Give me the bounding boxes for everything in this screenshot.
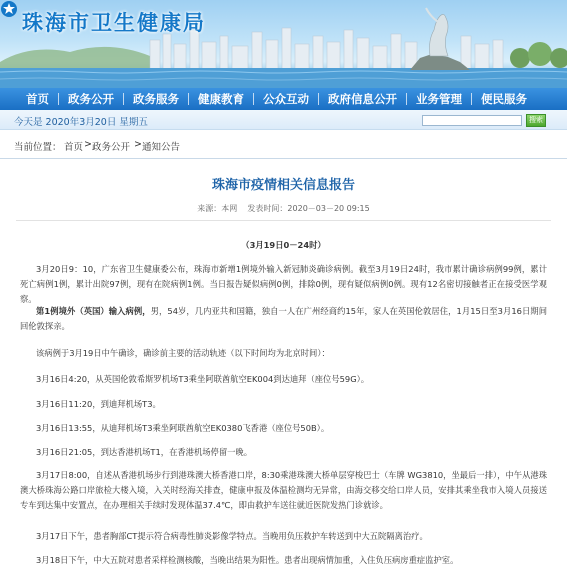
breadcrumb-item-notices[interactable]: 通知公告 [142,142,181,153]
article-paragraph: 3月18日下午，中大五院对患者采样检测核酸，当晚出结果为阳性。患者出现病情加重，入住负压病房重症监护室。 [36,555,459,565]
article-paragraph: 3月16日21:05，到达香港机场T1，在香港机场停留一晚。 [36,447,253,457]
emblem-icon [0,0,18,18]
case-body: 男，54岁，几内亚共和国籍，独自一人在广州经商约15年，家人在英国伦敦居住，1月15日至3月16日期间回伦敦探亲。 [20,306,548,331]
site-title[interactable]: 珠海市卫生健康局 [22,11,206,35]
article-paragraph: 3月16日4:20，从英国伦敦希斯罗机场T3乘坐阿联酋航空EK004到达迪拜（座位号59G）。 [36,374,370,384]
breadcrumb-separator: > [134,139,142,150]
header-banner [0,0,567,88]
article-published-time: 发表时间：2020－03－20 09:15 [247,204,370,213]
breadcrumb [0,139,567,155]
article-paragraph: 该病例于3月19日中午确诊，确诊前主要的活动轨迹（以下时间均为北京时间）： [36,348,330,358]
article-paragraph: 3月17日下午，患者胸部CT提示符合病毒性肺炎影像学特点。当晚用负压救护车转送到中大五院隔离治疗。 [36,531,428,541]
breadcrumb-prefix: 当前位置： [14,142,62,153]
nav-item-convenience-services[interactable]: 便民服务 [481,92,527,106]
breadcrumb-item-government-affairs[interactable]: 政务公开 [92,142,131,153]
article-meta [0,203,567,214]
article-title: 珠海市疫情相关信息报告 [211,178,355,193]
article-source: 来源：本网 [197,204,238,213]
article-paragraph: 3月20日9：10，广东省卫生健康委公布，珠海市新增1例境外输入新冠肺炎确诊病例。截至3月19日24时，我市累计确诊病例99例，累计死亡病例1例，累计出院97例，现有在院病例1例。当日报告疑似病例0例，排除0例，现有疑似病例0例。现有12名密切接触者正在接受医学观察。 [20,264,547,304]
article-paragraph: 3月16日13:55，从迪拜机场T3乘坐阿联酋航空EK0380飞香港（座位号50B）。 [36,423,330,433]
breadcrumb-separator: > [84,139,92,150]
nav-item-public-interaction[interactable]: 公众互动 [263,92,309,106]
nav-item-government-services[interactable]: 政务服务 [133,92,179,106]
nav-item-information-disclosure[interactable]: 政府信息公开 [328,92,397,106]
breadcrumb-divider [0,158,567,159]
search-button[interactable]: 搜索 [526,114,546,127]
case-lead: 第1例境外（英国）输入病例， [36,306,151,316]
nav-item-business-management[interactable]: 业务管理 [416,92,462,106]
article-paragraph: 3月16日11:20，到迪拜机场T3。 [36,399,161,409]
nav-item-government-affairs[interactable]: 政务公开 [68,92,114,106]
nav-item-home[interactable]: 首页 [26,92,49,106]
main-nav [0,88,567,110]
meta-divider [16,220,551,221]
nav-item-health-education[interactable]: 健康教育 [198,92,244,106]
article-paragraph: 3月17日8:00，自述从香港机场步行到港珠澳大桥香港口岸，8:30乘港珠澳大桥单层穿梭巴士（车牌 WG3810，坐最后一排），中午从港珠澳大桥珠海公路口岸旅检大楼入境，入关时经海关排查，健康申报及体温检测均无异常，由海交移交给口岸人员，安排其乘坐我市入境人员接送专车到达集中安置点，在办理相关手续时发现体温37.4℃，即由救护车送往就近医院发热门诊就诊。 [20,470,547,510]
breadcrumb-item-home[interactable]: 首页 [64,142,84,153]
current-date: 今天是 2020年3月20日 星期五 [14,117,148,128]
date-search-bar [0,110,567,130]
article-paragraph-case [20,304,547,334]
search-input[interactable] [422,115,522,126]
article-period: （3月19日0－24时） [241,240,326,250]
